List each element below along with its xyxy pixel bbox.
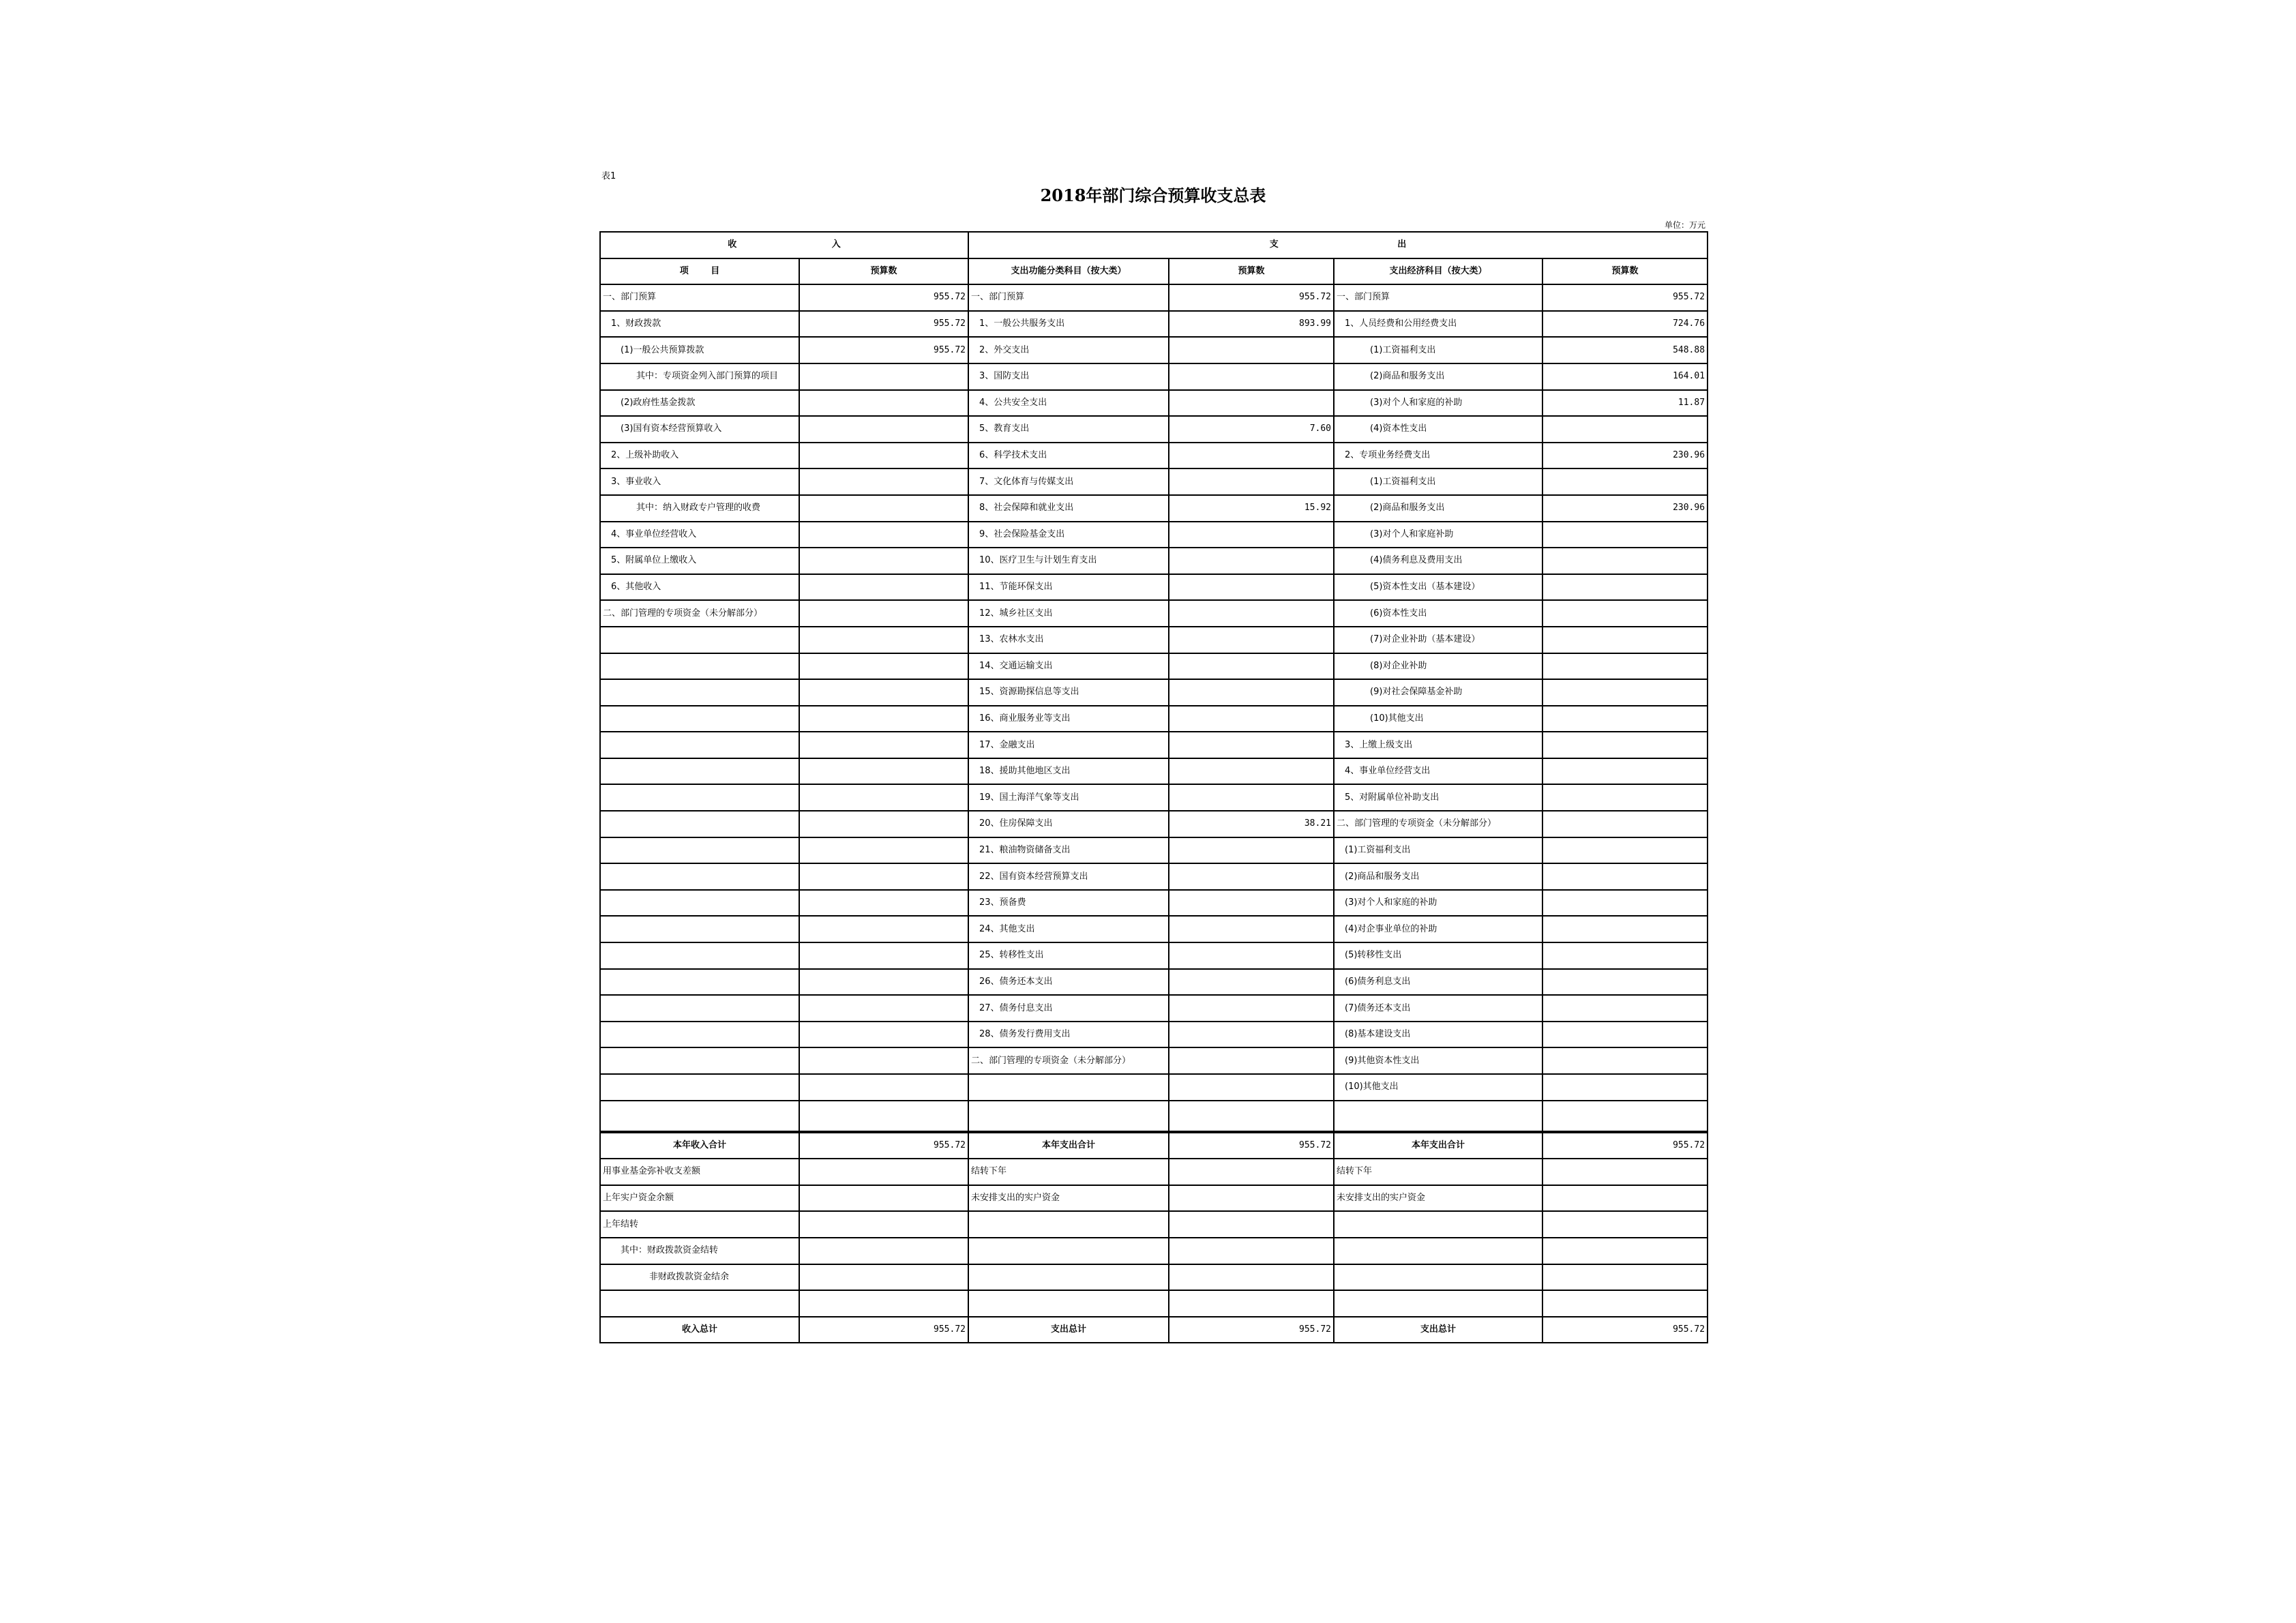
table-row xyxy=(600,706,1708,732)
economic-amount xyxy=(1542,1159,1708,1185)
function-amount xyxy=(1169,837,1334,864)
income-item xyxy=(600,995,799,1022)
table-row xyxy=(600,284,1708,311)
income-item xyxy=(600,758,799,785)
income-item xyxy=(600,1047,799,1074)
function-item: 4、公共安全支出 xyxy=(968,390,1169,417)
income-amount xyxy=(799,1047,968,1074)
function-amount xyxy=(1169,706,1334,732)
function-amount xyxy=(1169,1047,1334,1074)
carry-row xyxy=(600,1238,1708,1264)
income-amount xyxy=(799,732,968,758)
function-amount xyxy=(1169,995,1334,1022)
grand-total-row xyxy=(600,1317,1708,1343)
economic-item: 1、人员经费和公用经费支出 xyxy=(1334,311,1542,338)
income-amount xyxy=(799,653,968,680)
economic-item: 3、上缴上级支出 xyxy=(1334,732,1542,758)
income-amount xyxy=(799,363,968,390)
income-amount xyxy=(799,995,968,1022)
economic-item: 一、部门预算 xyxy=(1334,284,1542,311)
economic-amount xyxy=(1542,916,1708,942)
economic-item: (3)对个人和家庭的补助 xyxy=(1334,390,1542,417)
economic-item: (2)商品和服务支出 xyxy=(1334,495,1542,522)
income-item: 其中：财政拨款资金结转 xyxy=(600,1238,799,1264)
economic-amount xyxy=(1542,758,1708,785)
economic-item: (1)工资福利支出 xyxy=(1334,837,1542,864)
income-amount xyxy=(799,600,968,627)
function-amount xyxy=(1169,548,1334,574)
income-amount xyxy=(799,863,968,890)
function-amount xyxy=(1169,1159,1334,1185)
function-amount xyxy=(1169,443,1334,469)
table-row xyxy=(600,574,1708,601)
year-total-row xyxy=(600,1132,1708,1159)
economic-item: (3)对个人和家庭补助 xyxy=(1334,522,1542,548)
table-row xyxy=(600,969,1708,996)
function-amount: 15.92 xyxy=(1169,495,1334,522)
income-amount: 955.72 xyxy=(799,337,968,363)
blank-cell xyxy=(600,1290,799,1317)
function-item: 14、交通运输支出 xyxy=(968,653,1169,680)
function-item: 21、粮油物资储备支出 xyxy=(968,837,1169,864)
economic-amount xyxy=(1542,574,1708,601)
income-item xyxy=(600,942,799,969)
income-item: 3、事业收入 xyxy=(600,468,799,495)
economic-item: (9)对社会保障基金补助 xyxy=(1334,679,1542,706)
function-grand-total-amount: 955.72 xyxy=(1169,1317,1334,1343)
income-item: (2)政府性基金拨款 xyxy=(600,390,799,417)
table-row xyxy=(600,548,1708,574)
table-row xyxy=(600,837,1708,864)
function-amount xyxy=(1169,758,1334,785)
table-row xyxy=(600,732,1708,758)
economic-item: (8)基本建设支出 xyxy=(1334,1022,1542,1048)
function-item xyxy=(968,1074,1169,1101)
function-item: 19、国土海洋气象等支出 xyxy=(968,784,1169,811)
blank-cell xyxy=(1169,1101,1334,1132)
function-amount: 955.72 xyxy=(1169,284,1334,311)
economic-item: (9)其他资本性支出 xyxy=(1334,1047,1542,1074)
table-row xyxy=(600,942,1708,969)
table-row xyxy=(600,522,1708,548)
function-amount xyxy=(1169,1185,1334,1212)
table-row xyxy=(600,1022,1708,1048)
table-row xyxy=(600,495,1708,522)
table-row xyxy=(600,863,1708,890)
function-amount xyxy=(1169,1211,1334,1238)
function-item: 11、节能环保支出 xyxy=(968,574,1169,601)
income-item xyxy=(600,784,799,811)
economic-amount xyxy=(1542,863,1708,890)
economic-amount xyxy=(1542,706,1708,732)
income-amount xyxy=(799,679,968,706)
economic-year-total-label: 本年支出合计 xyxy=(1334,1132,1542,1159)
function-item: 18、援助其他地区支出 xyxy=(968,758,1169,785)
function-item: 结转下年 xyxy=(968,1159,1169,1185)
economic-amount xyxy=(1542,679,1708,706)
economic-item: (7)对企业补助（基本建设） xyxy=(1334,627,1542,653)
function-amount xyxy=(1169,337,1334,363)
economic-item: (8)对企业补助 xyxy=(1334,653,1542,680)
income-item xyxy=(600,1074,799,1101)
income-amount xyxy=(799,495,968,522)
function-amount xyxy=(1169,890,1334,917)
function-amount xyxy=(1169,363,1334,390)
blank-cell xyxy=(968,1290,1169,1317)
function-item: 17、金融支出 xyxy=(968,732,1169,758)
income-year-total-label: 本年收入合计 xyxy=(600,1132,799,1159)
economic-amount xyxy=(1542,732,1708,758)
function-amount xyxy=(1169,679,1334,706)
economic-item: (6)资本性支出 xyxy=(1334,600,1542,627)
income-amount xyxy=(799,1159,968,1185)
economic-item: 4、事业单位经营支出 xyxy=(1334,758,1542,785)
income-amount xyxy=(799,574,968,601)
table-row xyxy=(600,1047,1708,1074)
economic-category-header: 支出经济科目（按大类） xyxy=(1334,258,1542,285)
function-item: 未安排支出的实户资金 xyxy=(968,1185,1169,1212)
economic-grand-total-label: 支出总计 xyxy=(1334,1317,1542,1343)
table-row xyxy=(600,784,1708,811)
function-item: 9、社会保险基金支出 xyxy=(968,522,1169,548)
economic-item: (4)资本性支出 xyxy=(1334,416,1542,443)
income-item: 2、上级补助收入 xyxy=(600,443,799,469)
function-item: 20、住房保障支出 xyxy=(968,811,1169,837)
economic-amount: 724.76 xyxy=(1542,311,1708,338)
blank-cell xyxy=(1542,1290,1708,1317)
income-amount xyxy=(799,390,968,417)
blank-cell xyxy=(799,1101,968,1132)
table-row xyxy=(600,653,1708,680)
function-amount xyxy=(1169,522,1334,548)
function-item: 15、资源勘探信息等支出 xyxy=(968,679,1169,706)
income-amount xyxy=(799,443,968,469)
income-amount xyxy=(799,1185,968,1212)
table-row xyxy=(600,758,1708,785)
income-item xyxy=(600,706,799,732)
income-amount xyxy=(799,890,968,917)
function-item: 12、城乡社区支出 xyxy=(968,600,1169,627)
income-amount xyxy=(799,916,968,942)
income-item xyxy=(600,627,799,653)
economic-item: (4)债务利息及费用支出 xyxy=(1334,548,1542,574)
economic-amount xyxy=(1542,969,1708,996)
function-item: 25、转移性支出 xyxy=(968,942,1169,969)
economic-item: 2、专项业务经费支出 xyxy=(1334,443,1542,469)
income-amount xyxy=(799,522,968,548)
function-item: 24、其他支出 xyxy=(968,916,1169,942)
economic-amount xyxy=(1542,600,1708,627)
function-item xyxy=(968,1211,1169,1238)
function-item: 16、商业服务业等支出 xyxy=(968,706,1169,732)
economic-item: (2)商品和服务支出 xyxy=(1334,363,1542,390)
function-item: 二、部门管理的专项资金（未分解部分） xyxy=(968,1047,1169,1074)
economic-item xyxy=(1334,1238,1542,1264)
income-item: (1)一般公共预算拨款 xyxy=(600,337,799,363)
blank-cell xyxy=(1334,1101,1542,1132)
function-item xyxy=(968,1264,1169,1291)
function-category-header: 支出功能分类科目（按大类） xyxy=(968,258,1169,285)
blank-cell xyxy=(1334,1290,1542,1317)
function-item: 10、医疗卫生与计划生育支出 xyxy=(968,548,1169,574)
function-item: 28、债务发行费用支出 xyxy=(968,1022,1169,1048)
income-item: 上年实户资金余额 xyxy=(600,1185,799,1212)
economic-amount xyxy=(1542,468,1708,495)
table-row xyxy=(600,468,1708,495)
function-item: 3、国防支出 xyxy=(968,363,1169,390)
economic-amount xyxy=(1542,627,1708,653)
item-header: 项 目 xyxy=(600,258,799,285)
table-row xyxy=(600,443,1708,469)
function-item: 6、科学技术支出 xyxy=(968,443,1169,469)
economic-item xyxy=(1334,1264,1542,1291)
function-amount: 38.21 xyxy=(1169,811,1334,837)
page-title: 2018年部门综合预算收支总表 xyxy=(1040,185,1266,205)
function-grand-total-label: 支出总计 xyxy=(968,1317,1169,1343)
function-amount xyxy=(1169,653,1334,680)
function-amount xyxy=(1169,969,1334,996)
economic-item: 5、对附属单位补助支出 xyxy=(1334,784,1542,811)
function-amount xyxy=(1169,574,1334,601)
income-amount: 955.72 xyxy=(799,311,968,338)
blank-cell xyxy=(600,1101,799,1132)
function-item: 2、外交支出 xyxy=(968,337,1169,363)
function-item: 26、债务还本支出 xyxy=(968,969,1169,996)
income-item xyxy=(600,890,799,917)
function-item: 7、文化体育与传媒支出 xyxy=(968,468,1169,495)
economic-amount: 230.96 xyxy=(1542,495,1708,522)
income-amount xyxy=(799,706,968,732)
function-amount xyxy=(1169,1074,1334,1101)
income-item: 用事业基金弥补收支差额 xyxy=(600,1159,799,1185)
income-item: (3)国有资本经营预算收入 xyxy=(600,416,799,443)
function-year-total-amount: 955.72 xyxy=(1169,1132,1334,1159)
blank-row xyxy=(600,1290,1708,1317)
economic-amount xyxy=(1542,1211,1708,1238)
economic-amount: 164.01 xyxy=(1542,363,1708,390)
economic-item: (10)其他支出 xyxy=(1334,1074,1542,1101)
economic-amount xyxy=(1542,1074,1708,1101)
header-row-columns xyxy=(600,258,1708,285)
blank-cell xyxy=(799,1290,968,1317)
header-row-group xyxy=(600,232,1708,258)
economic-amount xyxy=(1542,522,1708,548)
function-amount xyxy=(1169,390,1334,417)
income-item: 4、事业单位经营收入 xyxy=(600,522,799,548)
table-row xyxy=(600,811,1708,837)
carry-row xyxy=(600,1264,1708,1291)
income-item: 6、其他收入 xyxy=(600,574,799,601)
economic-item: (5)资本性支出（基本建设） xyxy=(1334,574,1542,601)
economic-item: (6)债务利息支出 xyxy=(1334,969,1542,996)
economic-item: (7)债务还本支出 xyxy=(1334,995,1542,1022)
income-item: 1、财政拨款 xyxy=(600,311,799,338)
carry-row xyxy=(600,1185,1708,1212)
income-item: 其中：纳入财政专户管理的收费 xyxy=(600,495,799,522)
economic-item: (4)对企事业单位的补助 xyxy=(1334,916,1542,942)
income-item xyxy=(600,837,799,864)
income-amount xyxy=(799,969,968,996)
blank-row xyxy=(600,1101,1708,1132)
income-amount xyxy=(799,1074,968,1101)
income-grand-total-label: 收入总计 xyxy=(600,1317,799,1343)
function-item: 23、预备费 xyxy=(968,890,1169,917)
table-row xyxy=(600,337,1708,363)
economic-item: (2)商品和服务支出 xyxy=(1334,863,1542,890)
table-row xyxy=(600,311,1708,338)
income-budget-header: 预算数 xyxy=(799,258,968,285)
income-amount xyxy=(799,1211,968,1238)
function-amount xyxy=(1169,468,1334,495)
blank-cell xyxy=(1169,1290,1334,1317)
function-item: 一、部门预算 xyxy=(968,284,1169,311)
function-item: 22、国有资本经营预算支出 xyxy=(968,863,1169,890)
economic-amount xyxy=(1542,1185,1708,1212)
economic-item: 二、部门管理的专项资金（未分解部分） xyxy=(1334,811,1542,837)
income-amount xyxy=(799,468,968,495)
function-amount xyxy=(1169,732,1334,758)
carry-row xyxy=(600,1211,1708,1238)
table-row xyxy=(600,600,1708,627)
carry-row xyxy=(600,1159,1708,1185)
table-row xyxy=(600,363,1708,390)
function-item: 8、社会保障和就业支出 xyxy=(968,495,1169,522)
table-row xyxy=(600,416,1708,443)
economic-amount xyxy=(1542,1022,1708,1048)
economic-amount: 548.88 xyxy=(1542,337,1708,363)
income-amount xyxy=(799,942,968,969)
income-amount: 955.72 xyxy=(799,284,968,311)
income-item xyxy=(600,1022,799,1048)
income-item: 上年结转 xyxy=(600,1211,799,1238)
income-item xyxy=(600,863,799,890)
table-row xyxy=(600,1074,1708,1101)
economic-year-total-amount: 955.72 xyxy=(1542,1132,1708,1159)
blank-cell xyxy=(1542,1101,1708,1132)
income-amount xyxy=(799,627,968,653)
function-amount: 7.60 xyxy=(1169,416,1334,443)
economic-amount xyxy=(1542,995,1708,1022)
budget-summary-table xyxy=(599,231,1708,1343)
expense-header: 支 出 xyxy=(968,232,1708,258)
income-item: 非财政拨款资金结余 xyxy=(600,1264,799,1291)
function-amount xyxy=(1169,1022,1334,1048)
economic-amount: 11.87 xyxy=(1542,390,1708,417)
function-item xyxy=(968,1238,1169,1264)
economic-item: (1)工资福利支出 xyxy=(1334,468,1542,495)
function-amount xyxy=(1169,1238,1334,1264)
function-amount xyxy=(1169,627,1334,653)
function-amount xyxy=(1169,784,1334,811)
income-item: 5、附属单位上缴收入 xyxy=(600,548,799,574)
function-amount xyxy=(1169,1264,1334,1291)
economic-amount xyxy=(1542,942,1708,969)
table-row xyxy=(600,390,1708,417)
function-amount xyxy=(1169,916,1334,942)
sheet-label: 表1 xyxy=(601,171,616,181)
income-item xyxy=(600,811,799,837)
income-item xyxy=(600,653,799,680)
function-item: 5、教育支出 xyxy=(968,416,1169,443)
unit-label: 单位：万元 xyxy=(1664,220,1705,230)
function-year-total-label: 本年支出合计 xyxy=(968,1132,1169,1159)
economic-amount xyxy=(1542,416,1708,443)
economic-item: (10)其他支出 xyxy=(1334,706,1542,732)
economic-amount xyxy=(1542,548,1708,574)
income-item xyxy=(600,679,799,706)
economic-amount xyxy=(1542,811,1708,837)
economic-item: (3)对个人和家庭的补助 xyxy=(1334,890,1542,917)
income-amount xyxy=(799,548,968,574)
income-amount xyxy=(799,1022,968,1048)
economic-amount xyxy=(1542,653,1708,680)
income-header: 收 入 xyxy=(600,232,968,258)
economic-item: (1)工资福利支出 xyxy=(1334,337,1542,363)
income-amount xyxy=(799,416,968,443)
income-grand-total-amount: 955.72 xyxy=(799,1317,968,1343)
function-item: 13、农林水支出 xyxy=(968,627,1169,653)
economic-grand-total-amount: 955.72 xyxy=(1542,1317,1708,1343)
income-amount xyxy=(799,837,968,864)
economic-amount xyxy=(1542,1047,1708,1074)
function-item: 27、债务付息支出 xyxy=(968,995,1169,1022)
income-item: 二、部门管理的专项资金（未分解部分） xyxy=(600,600,799,627)
income-amount xyxy=(799,811,968,837)
income-item: 其中：专项资金列入部门预算的项目 xyxy=(600,363,799,390)
income-amount xyxy=(799,784,968,811)
income-item xyxy=(600,969,799,996)
economic-amount xyxy=(1542,1264,1708,1291)
function-amount xyxy=(1169,942,1334,969)
function-amount xyxy=(1169,863,1334,890)
table-row xyxy=(600,916,1708,942)
income-item: 一、部门预算 xyxy=(600,284,799,311)
table-row xyxy=(600,890,1708,917)
income-amount xyxy=(799,1264,968,1291)
economic-item: (5)转移性支出 xyxy=(1334,942,1542,969)
income-year-total-amount: 955.72 xyxy=(799,1132,968,1159)
table-row xyxy=(600,627,1708,653)
function-amount: 893.99 xyxy=(1169,311,1334,338)
economic-amount xyxy=(1542,1238,1708,1264)
economic-budget-header: 预算数 xyxy=(1542,258,1708,285)
economic-item: 结转下年 xyxy=(1334,1159,1542,1185)
income-amount xyxy=(799,1238,968,1264)
table-row xyxy=(600,995,1708,1022)
economic-amount xyxy=(1542,890,1708,917)
income-amount xyxy=(799,758,968,785)
economic-amount: 955.72 xyxy=(1542,284,1708,311)
economic-item xyxy=(1334,1211,1542,1238)
blank-cell xyxy=(968,1101,1169,1132)
function-amount xyxy=(1169,600,1334,627)
economic-amount xyxy=(1542,784,1708,811)
income-item xyxy=(600,916,799,942)
economic-item: 未安排支出的实户资金 xyxy=(1334,1185,1542,1212)
economic-amount xyxy=(1542,837,1708,864)
table-row xyxy=(600,679,1708,706)
income-item xyxy=(600,732,799,758)
economic-amount: 230.96 xyxy=(1542,443,1708,469)
function-budget-header: 预算数 xyxy=(1169,258,1334,285)
function-item: 1、一般公共服务支出 xyxy=(968,311,1169,338)
